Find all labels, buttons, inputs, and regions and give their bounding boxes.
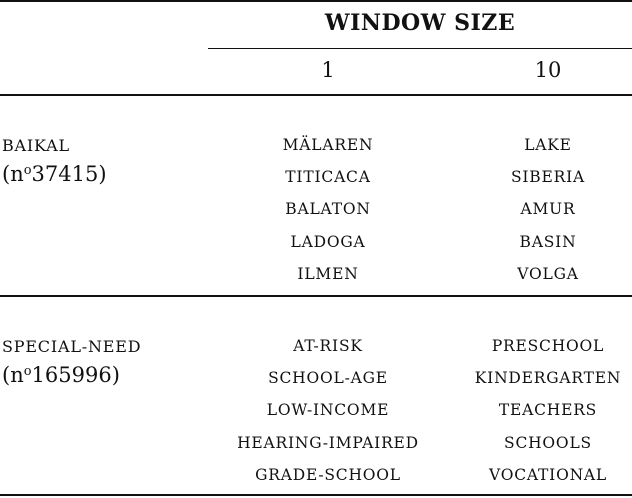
header-underline — [208, 48, 632, 49]
neighbor-word: SCHOOL-AGE — [268, 369, 388, 387]
count-prefix: (n — [2, 162, 24, 186]
neighbor-word: PRESCHOOL — [491, 337, 605, 355]
count-value: 37415) — [31, 162, 107, 186]
neighbor-word: VOCATIONAL — [488, 466, 608, 484]
count-superscript: o — [23, 364, 32, 379]
neighbor-word: AMUR — [520, 200, 576, 218]
column-header-1: 1 — [321, 58, 335, 82]
neighbor-word: SIBERIA — [510, 168, 586, 186]
bottom-rule — [0, 494, 632, 496]
count-prefix: (n — [2, 363, 24, 387]
neighbor-word: ILMEN — [297, 265, 359, 283]
column-header-10: 10 — [534, 58, 562, 82]
count-superscript: o — [23, 163, 32, 178]
neighbor-word: HEARING-IMPAIRED — [237, 434, 419, 452]
neighbor-word: TITICACA — [285, 168, 371, 186]
neighbor-word: LOW-INCOME — [266, 401, 390, 419]
row-count — [2, 162, 107, 186]
neighbor-word: MÄLAREN — [282, 136, 374, 154]
neighbor-word: LAKE — [524, 136, 572, 154]
row-label: BAIKAL — [2, 136, 70, 155]
neighbor-word: BASIN — [519, 233, 577, 251]
header-rule — [0, 94, 632, 96]
row-label: SPECIAL-NEED — [2, 337, 142, 356]
neighbor-word: BALATON — [285, 200, 371, 218]
neighbor-word: VOLGA — [517, 265, 579, 283]
window-size-header: WINDOW SIZE — [324, 10, 516, 36]
count-value: 165996) — [31, 363, 120, 387]
neighbor-word: GRADE-SCHOOL — [255, 466, 401, 484]
neighbor-word: TEACHERS — [498, 401, 598, 419]
row-separator — [0, 295, 632, 297]
neighbor-word: AT-RISK — [293, 337, 363, 355]
neighbor-word: SCHOOLS — [504, 434, 592, 452]
row-count — [2, 363, 120, 387]
neighbor-word: LADOGA — [290, 233, 366, 251]
neighbor-word: KINDERGARTEN — [474, 369, 622, 387]
top-rule — [0, 0, 632, 2]
